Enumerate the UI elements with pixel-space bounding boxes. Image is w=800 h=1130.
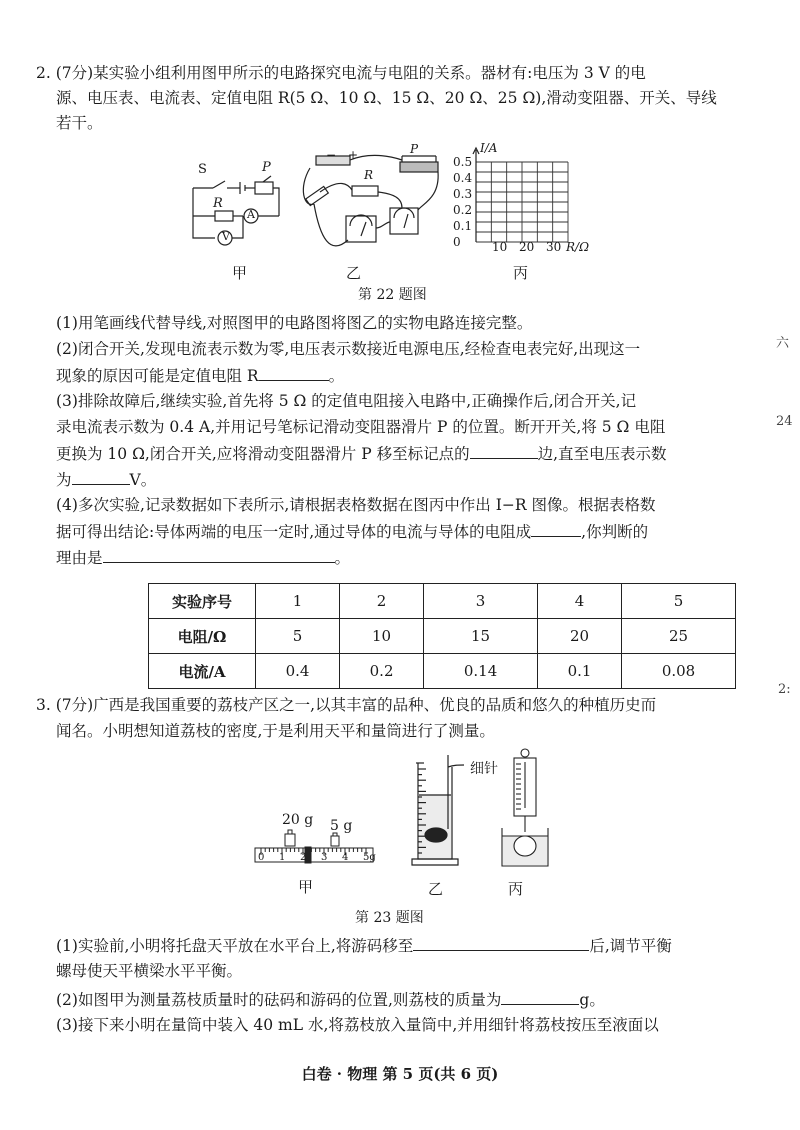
needle-label: 细针	[470, 761, 498, 777]
q22-part-1: (1)用笔画线代替导线,对照图甲的电路图将图乙的实物电路连接完整。	[56, 314, 533, 332]
q22-fig-jia-label: 甲	[232, 264, 248, 282]
apparatus-slider-p: P	[410, 142, 419, 156]
q22-apparatus-illustration	[290, 148, 440, 258]
apparatus-resistor-r: R	[364, 168, 374, 182]
scale-tick-label: 5g	[363, 852, 376, 863]
graph-xtick-20: 20	[519, 240, 535, 254]
q23-fig-jia-label: 甲	[298, 878, 314, 896]
q23-balance-figure	[255, 830, 375, 870]
answer-blank-3b	[72, 468, 130, 485]
q23-line-1: 3. (7分)广西是我国重要的荔枝产区之一,以其丰富的品种、优良的品质和悠久的种植历史而	[36, 696, 657, 714]
answer-blank-4a	[531, 520, 581, 537]
q22-part-3-line-2: 录电流表示数为 0.4 A,并用记号笔标记滑动变阻器滑片 P 的位置。断开开关,将 5 Ω 电阻	[56, 418, 666, 436]
q23-fig-bing-label: 丙	[508, 880, 524, 898]
table-cell: 10	[340, 619, 424, 654]
table-cell: 0.2	[340, 654, 424, 689]
graph-ytick: 0.4	[453, 171, 473, 185]
q22-part-4-line-2: 据可得出结论:导体两端的电压一定时,通过导体的电流与导体的电阻成 ,你判断的	[56, 520, 648, 543]
slider-label-p: P	[262, 160, 271, 175]
scale-tick-label: 0	[258, 852, 265, 863]
table-cell: 0.14	[424, 654, 538, 689]
table-cell: 5	[256, 619, 340, 654]
q22-line-3: 若干。	[56, 114, 103, 132]
q23-figure-caption: 第 23 题图	[355, 910, 424, 926]
table-cell: 0.1	[538, 654, 622, 689]
table-cell: 3	[424, 584, 538, 619]
q23-cylinder-figure	[408, 755, 468, 875]
graph-xlabel: R/Ω	[566, 240, 590, 254]
table-cell: 0.4	[256, 654, 340, 689]
q22-part-2-line-1: (2)闭合开关,发现电流表示数为零,电压表示数接近电源电压,经检查电表完好,出现这一	[56, 340, 641, 358]
answer-blank-4b	[103, 546, 335, 563]
table-cell: 2	[340, 584, 424, 619]
q22-fig-bing-label: 丙	[513, 264, 529, 282]
table-cell: 15	[424, 619, 538, 654]
q22-part-2-line-2: 现象的原因可能是定值电阻 R 。	[56, 364, 344, 387]
margin-fragment-1: 六	[776, 336, 790, 351]
q23-fig-yi-label: 乙	[428, 880, 444, 898]
table-cell: 4	[538, 584, 622, 619]
scale-tick-label: 4	[342, 852, 349, 863]
weight-5g-label: 5 g	[330, 818, 353, 834]
q23-part-2: (2)如图甲为测量荔枝质量时的砝码和游码的位置,则荔枝的质量为 g。	[56, 988, 605, 1011]
graph-ytick: 0	[453, 235, 461, 249]
scale-tick-label: 3	[321, 852, 328, 863]
battery-minus-label: −	[326, 148, 337, 162]
table-header: 电流/A	[149, 654, 256, 689]
answer-blank-q23-1	[413, 934, 589, 951]
answer-blank-3a	[470, 442, 538, 459]
margin-fragment-3: 2:	[778, 682, 791, 697]
page-footer: 白卷 · 物理 第 5 页(共 6 页)	[301, 1065, 499, 1083]
q22-figure-caption: 第 22 题图	[358, 287, 427, 303]
q22-fig-yi-label: 乙	[346, 264, 362, 282]
graph-ytick: 0.2	[453, 203, 473, 217]
margin-fragment-2: 24	[776, 414, 793, 429]
table-cell: 20	[538, 619, 622, 654]
table-cell: 0.08	[622, 654, 736, 689]
q22-part-3-line-3: 更换为 10 Ω,闭合开关,应将滑动变阻器滑片 P 移至标记点的 边,直至电压表示数	[56, 442, 667, 465]
q22-line-1: 2. (7分)某实验小组利用图甲所示的电路探究电流与电阻的关系。器材有:电压为 3 V 的电	[36, 64, 646, 82]
data-table	[148, 583, 736, 689]
scale-tick-label: 1	[279, 852, 286, 863]
q22-line-2: 源、电压表、电流表、定值电阻 R(5 Ω、10 Ω、15 Ω、20 Ω、25 Ω),滑动变阻器、开关、导线	[56, 89, 717, 107]
table-cell: 1	[256, 584, 340, 619]
switch-label: S	[198, 162, 207, 177]
q23-part-3: (3)接下来小明在量筒中装入 40 mL 水,将荔枝放入量筒中,并用细针将荔枝按压至液面以	[56, 1016, 659, 1034]
ammeter-label: A	[247, 208, 255, 221]
q23-line-2: 闻名。小明想知道荔枝的密度,于是利用天平和量筒进行了测量。	[56, 722, 495, 740]
table-row	[149, 619, 736, 654]
graph-ytick: 0.5	[453, 155, 473, 169]
q22-circuit-diagram	[185, 168, 285, 248]
answer-blank-q23-2	[501, 988, 579, 1005]
q22-part-3-line-4: 为 V。	[56, 468, 156, 491]
q23-part-1-line-2: 螺母使天平横梁水平平衡。	[56, 962, 243, 980]
q23-part-1-line-1: (1)实验前,小明将托盘天平放在水平台上,将游码移至 后,调节平衡	[56, 934, 672, 957]
table-header: 实验序号	[149, 584, 256, 619]
weight-20g-label: 20 g	[282, 812, 314, 828]
answer-blank-2	[259, 364, 329, 381]
graph-xtick-30: 30	[546, 240, 562, 254]
voltmeter-label: V	[222, 230, 230, 243]
battery-plus-label: +	[348, 148, 359, 162]
table-header: 电阻/Ω	[149, 619, 256, 654]
graph-ytick: 0.1	[453, 219, 473, 233]
table-cell: 25	[622, 619, 736, 654]
graph-xtick-10: 10	[492, 240, 508, 254]
resistor-label: R	[213, 196, 223, 211]
table-row	[149, 654, 736, 689]
q22-part-4-line-3: 理由是 。	[56, 546, 350, 569]
q22-ir-grid	[476, 150, 576, 250]
q23-spring-scale-figure	[490, 748, 560, 878]
scale-tick-label: 2	[300, 852, 307, 863]
table-cell: 5	[622, 584, 736, 619]
table-row	[149, 584, 736, 619]
q22-part-4-line-1: (4)多次实验,记录数据如下表所示,请根据表格数据在图丙中作出 I−R 图像。根据表格数	[56, 496, 656, 514]
graph-ylabel: I/A	[480, 141, 498, 155]
q22-part-3-line-1: (3)排除故障后,继续实验,首先将 5 Ω 的定值电阻接入电路中,正确操作后,闭合开关,记	[56, 392, 637, 410]
graph-ytick: 0.3	[453, 187, 473, 201]
